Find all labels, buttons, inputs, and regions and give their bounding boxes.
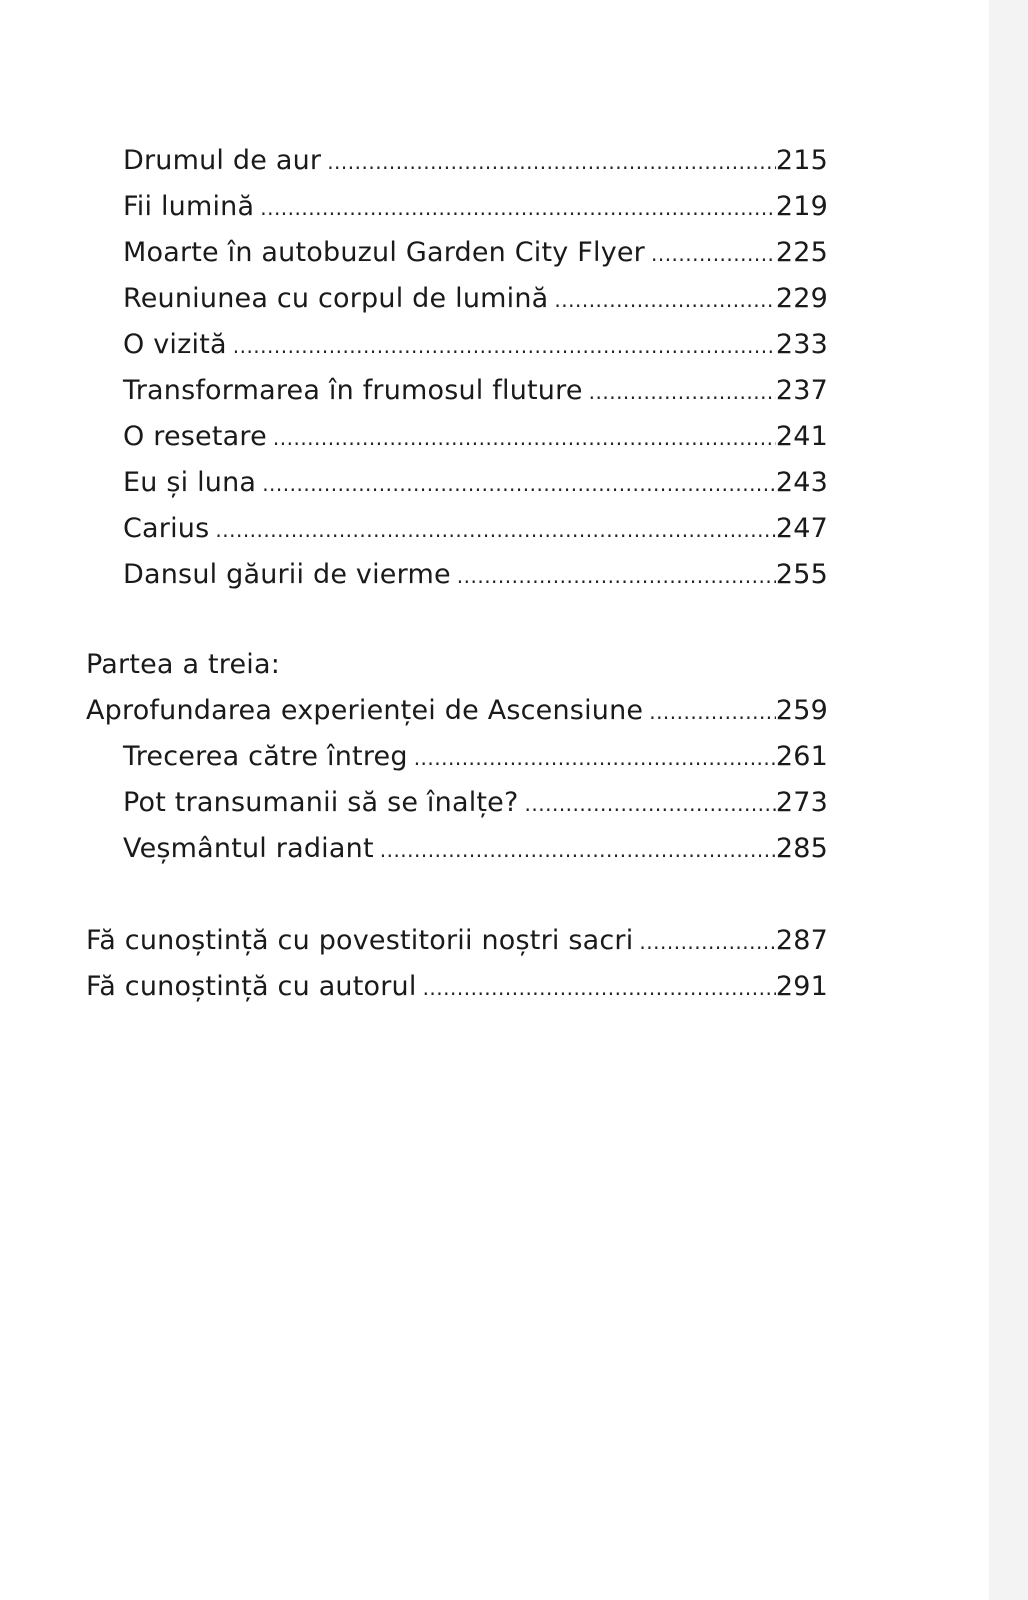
toc-entry-page: 225 (775, 237, 828, 268)
toc-entry[interactable] (86, 734, 828, 780)
toc-entry-title: O resetare (123, 421, 267, 452)
toc-entry[interactable] (86, 506, 828, 552)
toc-entry-title: Moarte în autobuzul Garden City Flyer (123, 237, 645, 268)
toc-entry[interactable] (86, 322, 828, 368)
dot-leader (639, 919, 775, 964)
toc-entry-page: 255 (775, 559, 828, 590)
dot-leader (233, 323, 776, 368)
toc-entry-page: 233 (775, 329, 828, 360)
toc-entry[interactable] (86, 414, 828, 460)
toc-entry-page: 285 (775, 833, 828, 864)
toc-entry[interactable] (86, 138, 828, 184)
dot-leader (260, 185, 776, 230)
toc-entry-title: Fii lumină (123, 191, 255, 222)
part-heading-label (86, 642, 828, 688)
toc-entry[interactable] (86, 230, 828, 276)
toc-entry[interactable] (86, 368, 828, 414)
toc-entry[interactable] (86, 826, 828, 872)
toc-entry-page: 247 (775, 513, 828, 544)
dot-leader (457, 553, 776, 598)
dot-leader (262, 461, 776, 506)
back-matter-entry[interactable] (86, 918, 828, 964)
toc-entry-title: Dansul găurii de vierme (123, 559, 451, 590)
page-edge-shadow (989, 0, 1028, 1600)
dot-leader (423, 965, 776, 1010)
dot-leader (215, 507, 775, 552)
toc-entry-page: 229 (775, 283, 828, 314)
toc-entry-title: Fă cunoștință cu autorul (86, 971, 417, 1002)
toc-entry-page: 241 (775, 421, 828, 452)
toc-entry-title: Carius (123, 513, 210, 544)
toc-entry-title: Transformarea în frumosul fluture (123, 375, 583, 406)
toc-entry-page: 291 (775, 971, 828, 1002)
toc-entry[interactable] (86, 184, 828, 230)
toc-entry[interactable] (86, 552, 828, 598)
toc-entry[interactable] (86, 460, 828, 506)
toc-entry-page: 219 (775, 191, 828, 222)
toc-entry-title: Fă cunoștință cu povestitorii noștri sacri (86, 925, 634, 956)
section-spacer (86, 598, 828, 642)
toc-entry-page: 273 (775, 787, 828, 818)
toc-entry-title: O vizită (123, 329, 227, 360)
toc-entry-page: 287 (775, 925, 828, 956)
dot-leader (589, 369, 776, 414)
dot-leader (554, 277, 775, 322)
toc-entry[interactable] (86, 780, 828, 826)
dot-leader (414, 735, 776, 780)
toc-entry-page: 215 (775, 145, 828, 176)
toc-entry-title: Reuniunea cu corpul de lumină (123, 283, 549, 314)
dot-leader (525, 781, 776, 826)
part-page: 259 (775, 695, 828, 726)
toc-entry-title: Veșmântul radiant (123, 833, 374, 864)
toc-entry-title: Pot transumanii să se înalțe? (123, 787, 519, 818)
dot-leader (651, 231, 776, 276)
dot-leader (273, 415, 776, 460)
toc-entry-title: Drumul de aur (123, 145, 322, 176)
back-matter-entry[interactable] (86, 964, 828, 1010)
toc-entry-page: 243 (775, 467, 828, 498)
table-of-contents (86, 138, 828, 1010)
toc-entry-title: Eu și luna (123, 467, 257, 498)
toc-entry-title: Trecerea către întreg (123, 741, 408, 772)
part-title: Aprofundarea experienței de Ascensiune (86, 695, 644, 726)
section-spacer (86, 872, 828, 918)
dot-leader (380, 827, 776, 872)
part-label: Partea a treia: (86, 649, 281, 680)
toc-entry-page: 237 (775, 375, 828, 406)
dot-leader (649, 689, 776, 734)
toc-entry-page: 261 (775, 741, 828, 772)
toc-entry[interactable] (86, 276, 828, 322)
part-heading-entry[interactable] (86, 688, 828, 734)
dot-leader (327, 139, 776, 184)
